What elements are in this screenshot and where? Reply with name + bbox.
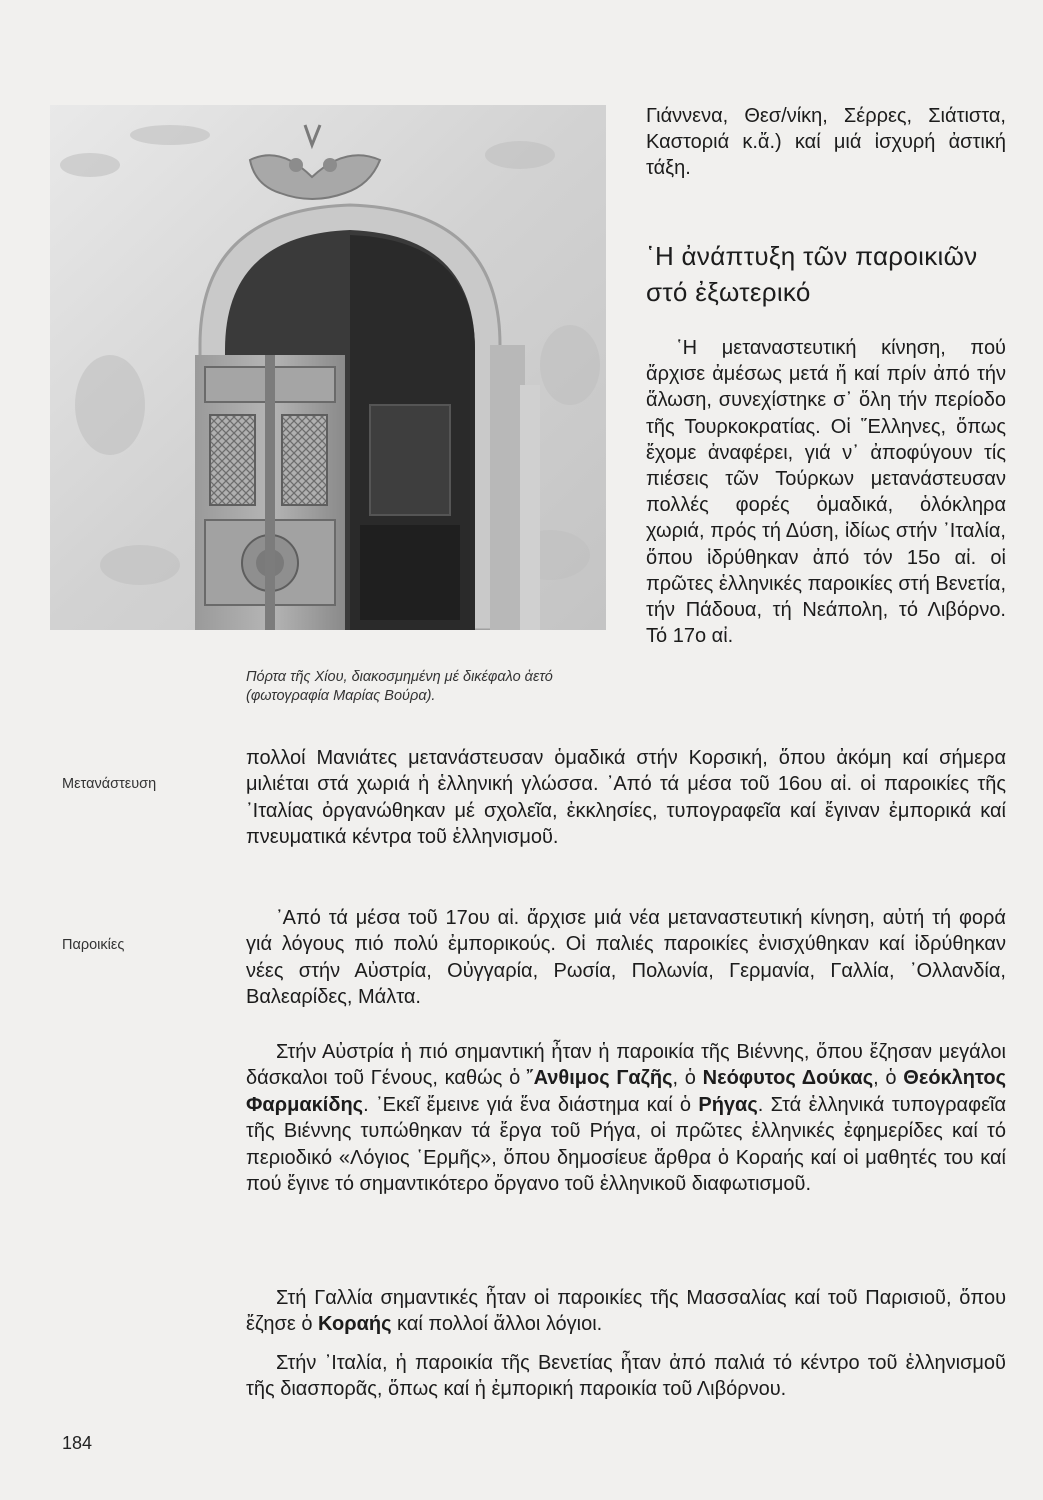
vienna-paragraph: Στήν Αὐστρία ἡ πιό σημαντική ἦταν ἡ παροικία τῆς Βιέννης, ὅπου ἔζησαν μεγάλοι δάσκαλοι τοῦ Γένους, καθώς ὁ ῎Ανθιμος Γαζῆς, ὁ Νεόφυτος Δούκας, ὁ Θεόκλητος Φαρμακίδης. ᾿Εκεῖ ἔμεινε γιά ἕνα διάστημα καί ὁ Ρήγας. Στά ἑλληνικά τυπογραφεῖα τῆς Βιέννης τυπώθηκαν τά ἔργα τοῦ Ρήγα, οἱ πρῶτες ἑλληνικές ἐφημερίδες καί τό περιοδικό «Λόγιος ῾Ερμῆς», ὅπου δημοσίευε ἄρθρα ὁ Κοραής καί οἱ μαθητές του καί πού ἔγινε τό σημαντικότερο ὄργανο τοῦ ἑλληνικοῦ διαφωτισμοῦ. [246,1041,1007,1196]
name-korais: Κοραής [318,1313,392,1336]
name-theoklitos-farmakidis: Θεόκλητος Φαρμακίδης [246,1067,1007,1116]
name-rigas: Ρήγας [698,1093,758,1116]
page-number: 184 [62,1433,93,1453]
emigration-paragraph-continued: πολλοί Μανιάτες μετανάστευσαν ὁμαδικά στήν Κορσική, ὅπου ἀκόμη καί σήμερα μιλιέται στά χωριά ἡ ἑλληνική γλώσσα. ᾿Από τά μέσα τοῦ 16ου αἰ. οἱ παροικίες τῆς ᾿Ιταλίας ὀργανώθηκαν μέ σχολεῖα, ἐκκλησίες, τυπογραφεῖα καί ἔγιναν ἐμπορικά καί πνευματικά κέντρα τοῦ ἑλληνισμοῦ. [246,747,1006,849]
name-neofytos-doukas: Νεόφυτος Δούκας [702,1067,874,1090]
figure-caption: Πόρτα τῆς Χίου, διακοσμημένη μέ δικέφαλο ἀετό (φωτογραφία Μαρίας Βούρα). [246,669,553,704]
section-heading: ῾Η ἀνάπτυξη τῶν παροικιῶν στό ἐξωτερικό [646,241,978,307]
italy-paragraph: Στήν ᾿Ιταλία, ἡ παροικία τῆς Βενετίας ἦταν ἀπό παλιά τό κέντρο τοῦ ἑλληνισμοῦ τῆς διασπορᾶς, ὅπως καί ἡ ἐμπορική παροικία τοῦ Λιβόρνου. [246,1352,1006,1401]
france-paragraph: Στή Γαλλία σημαντικές ἦταν οἱ παροικίες τῆς Μασσαλίας καί τοῦ Παρισιοῦ, ὅπου ἔζησε ὁ Κοραής καί πολλοί ἄλλοι λόγιοι. [246,1287,1006,1336]
trade-migration-paragraph: ᾿Από τά μέσα τοῦ 17ου αἰ. ἄρχισε μιά νέα μεταναστευτική κίνηση, αὐτή τή φορά γιά λόγους πιό πολύ ἐμπορικούς. Οἱ παλιές παροικίες ἐνισχύθηκαν καί ἱδρύθηκαν νέες στήν Αὐστρία, Οὐγγαρία, Ρωσία, Πολωνία, Γερμανία, Γαλλία, ᾿Ολλανδία, Βαλεαρίδες, Μάλτα. [246,907,1006,1009]
margin-note-colonies: Παροικίες [62,937,125,953]
door-leaf [195,355,345,630]
door-photo [50,105,606,630]
intro-paragraph: Γιάννενα, Θεσ/νίκη, Σέρρες, Σιάτιστα, Καστοριά κ.ἄ.) καί μιά ἰσχυρή ἀστική τάξη. [646,105,1006,180]
margin-note-emigration: Μετανάστευση [62,776,157,792]
door-photo-drawing [50,105,606,630]
name-anthimos-gazis: ῎Ανθιμος Γαζῆς [526,1067,673,1090]
emigration-paragraph: ῾Η μεταναστευτική κίνηση, πού ἄρχισε ἀμέσως μετά ἤ καί πρίν ἀπό τήν ἅλωση, συνεχίστηκε σ᾿ ὅλη τήν περίοδο τῆς Τουρκοκρατίας. Οἱ ῞Ελληνες, ὅπως ἔχομε ἀναφέρει, γιά ν᾿ ἀποφύγουν τίς πιέσεις τῶν Τούρκων μετανάστευσαν πολλές φορές ὁμαδικά, ὁλόκληρα χωριά, πρός τή Δύση, ἰδίως στήν ᾿Ιταλία, ὅπου ἱδρύθηκαν ἀπό τόν 15ο αἰ. οἱ πρῶτες ἑλληνικές παροικίες στή Βενετία, τήν Πάδουα, τή Νεάπολη, τό Λιβόρνο. Τό 17ο αἰ. [646,337,1006,648]
